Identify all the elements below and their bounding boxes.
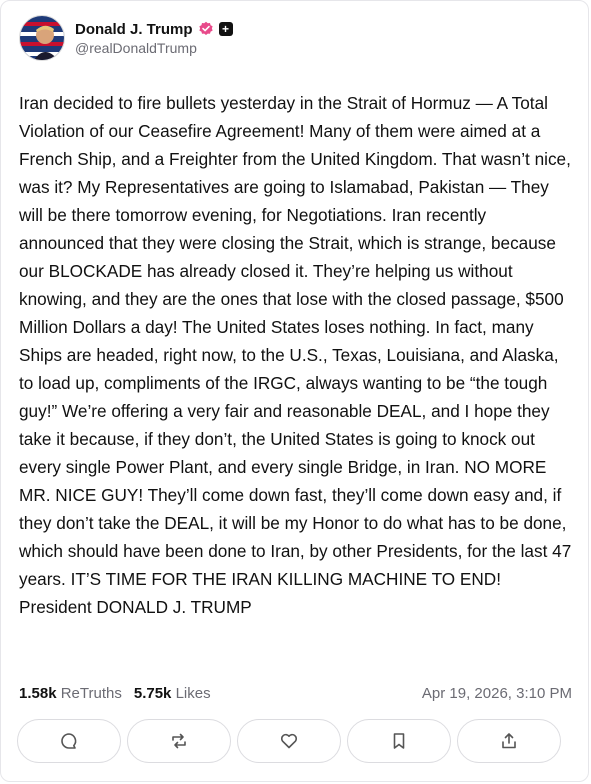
share-button[interactable]	[457, 719, 561, 763]
author-names	[75, 21, 233, 56]
retruths-stat[interactable]	[19, 685, 122, 702]
avatar[interactable]	[19, 15, 65, 61]
retruth-icon	[169, 731, 189, 751]
post-timestamp[interactable]: Apr 19, 2026, 3:10 PM	[421, 685, 572, 702]
likes-count: 5.75k	[133, 685, 172, 702]
plus-badge-icon: +	[219, 22, 233, 36]
reply-button[interactable]	[17, 719, 121, 763]
bookmark-button[interactable]	[347, 719, 451, 763]
post-stats	[19, 685, 211, 702]
avatar-image	[20, 16, 64, 60]
post-header	[19, 15, 233, 61]
action-bar	[17, 719, 561, 763]
name-row	[75, 21, 233, 38]
retruth-button[interactable]	[127, 719, 231, 763]
like-button[interactable]	[237, 719, 341, 763]
likes-label: Likes	[175, 685, 211, 702]
bookmark-icon	[389, 731, 409, 751]
retruths-count: 1.58k	[19, 685, 57, 702]
handle[interactable]: @realDonaldTrump	[75, 39, 197, 56]
post-text: Iran decided to fire bullets yesterday in the Strait of Hormuz — A Total Violation of our Ceasefire Agreement! Many of them were aimed at a French Ship, and a Freighter from the United Kingdom. That wasn’t nice, was it? My Representatives are going to Islamabad, Pakistan — They will be there tomorrow evening, for Negotiations. Iran recently announced that they were closing the Strait, which is strange, because our BLOCKADE has already closed it. They’re helping us without knowing, and they are the ones that lose with the closed passage, $500 Million Dollars a day! The United States loses nothing. In fact, many Ships are headed, right now, to the U.S., Texas, Louisiana, and Alaska, to load up, compliments of the IRGC, always wanting to be “the tough guy!” We’re offering a very fair and reasonable DEAL, and I hope they take it because, if they don’t, the United States is going to knock out every single Power Plant, and every single Bridge, in Iran. NO MORE MR. NICE GUY! They’ll come down fast, they’ll come down easy and, if they don’t take the DEAL, it will be my Honor to do what has to be done, which should have been done to Iran, by other Presidents, for the last 47 years. IT’S TIME FOR THE IRAN KILLING MACHINE TO END! President DONALD J. TRUMP	[19, 93, 572, 617]
reply-icon	[59, 731, 79, 751]
share-icon	[499, 731, 519, 751]
retruths-label: ReTruths	[60, 685, 122, 702]
verified-badge-icon	[198, 21, 214, 37]
display-name[interactable]: Donald J. Trump	[75, 20, 193, 38]
like-icon	[279, 731, 299, 751]
likes-stat[interactable]	[134, 685, 211, 702]
